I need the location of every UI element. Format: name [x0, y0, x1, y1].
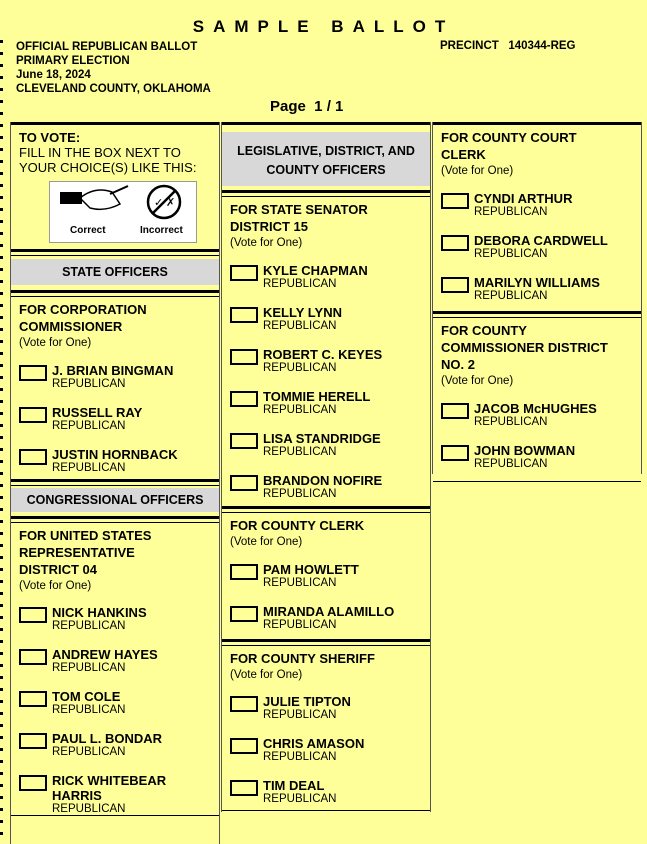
contest-title: FOR UNITED STATES REPRESENTATIVE DISTRICT 04 [19, 528, 152, 577]
marking-example [49, 181, 197, 243]
vote-box[interactable] [230, 564, 258, 580]
candidate-name: RICK WHITEBEAR HARRIS [52, 773, 167, 803]
candidate-party: REPUBLICAN [263, 362, 337, 374]
marking-example-icon [50, 182, 196, 222]
vote-for-label: (Vote for One) [230, 237, 303, 249]
vote-box[interactable] [230, 738, 258, 754]
contest-county-commissioner [433, 318, 641, 475]
candidate-option[interactable] [433, 181, 641, 223]
contest-state-senator [222, 197, 430, 505]
vote-box[interactable] [441, 235, 469, 251]
svg-text:✓: ✓ [154, 196, 164, 209]
candidate-name: J. BRIAN BINGMAN [52, 363, 174, 378]
candidate-name: NICK HANKINS [52, 605, 147, 620]
candidate-name: JOHN BOWMAN [474, 443, 576, 458]
candidate-option[interactable] [11, 637, 219, 679]
header-line: OFFICIAL REPUBLICAN BALLOT [16, 41, 198, 53]
vote-box[interactable] [19, 449, 47, 465]
contest-title: FOR STATE SENATOR DISTRICT 15 [230, 202, 368, 234]
candidate-party: REPUBLICAN [474, 416, 548, 428]
vote-box[interactable] [19, 649, 47, 665]
column-1 [10, 122, 220, 844]
candidate-option[interactable] [222, 421, 430, 463]
voting-instructions [11, 125, 219, 247]
vote-box[interactable] [19, 691, 47, 707]
vote-for-label: (Vote for One) [441, 165, 514, 177]
candidate-party: REPUBLICAN [474, 206, 548, 218]
candidate-party: REPUBLICAN [263, 793, 337, 805]
candidate-party: REPUBLICAN [474, 248, 548, 260]
candidate-name: DEBORA CARDWELL [474, 233, 608, 248]
candidate-party: REPUBLICAN [52, 803, 126, 815]
timing-marks [0, 40, 3, 844]
candidate-option[interactable] [11, 353, 219, 395]
instructions-title: TO VOTE: [19, 130, 81, 145]
vote-box[interactable] [230, 475, 258, 491]
candidate-option[interactable] [11, 595, 219, 637]
candidate-name: JACOB McHUGHES [474, 401, 597, 416]
vote-box[interactable] [230, 433, 258, 449]
vote-box[interactable] [230, 307, 258, 323]
candidate-option[interactable] [11, 721, 219, 763]
vote-box[interactable] [19, 733, 47, 749]
vote-for-label: (Vote for One) [19, 337, 92, 349]
vote-box[interactable] [19, 607, 47, 623]
vote-for-label: (Vote for One) [19, 580, 92, 592]
correct-label: Correct [70, 225, 106, 236]
candidate-option[interactable] [433, 265, 641, 307]
vote-box[interactable] [230, 780, 258, 796]
ballot-title: SAMPLE BALLOT [192, 17, 455, 36]
vote-box[interactable] [441, 403, 469, 419]
ballot-header [16, 40, 211, 96]
candidate-party: REPUBLICAN [263, 446, 337, 458]
contest-corporation-commissioner [11, 297, 219, 479]
candidate-name: ROBERT C. KEYES [263, 347, 383, 362]
contest-us-representative [11, 523, 219, 816]
column-2 [221, 122, 431, 812]
candidate-party: REPUBLICAN [263, 320, 337, 332]
candidate-party: REPUBLICAN [474, 458, 548, 470]
candidate-party: REPUBLICAN [52, 462, 126, 474]
vote-box[interactable] [230, 696, 258, 712]
candidate-name: JUSTIN HORNBACK [52, 447, 178, 462]
candidate-party: REPUBLICAN [263, 577, 337, 589]
candidate-party: REPUBLICAN [263, 619, 337, 631]
candidate-option[interactable] [222, 253, 430, 295]
candidate-name: KYLE CHAPMAN [263, 263, 368, 278]
candidate-name: RUSSELL RAY [52, 405, 143, 420]
vote-box[interactable] [441, 445, 469, 461]
precinct-label: PRECINCT 140344-REG [440, 40, 576, 52]
candidate-name: PAM HOWLETT [263, 562, 359, 577]
candidate-party: REPUBLICAN [52, 662, 126, 674]
candidate-option[interactable] [433, 223, 641, 265]
candidate-option[interactable] [222, 594, 430, 636]
candidate-name: TOMMIE HERELL [263, 389, 371, 404]
candidate-name: BRANDON NOFIRE [263, 473, 383, 488]
incorrect-label: Incorrect [140, 225, 183, 236]
candidate-party: REPUBLICAN [263, 278, 337, 290]
candidate-name: MIRANDA ALAMILLO [263, 604, 395, 619]
contest-title: FOR COUNTY COURT CLERK [441, 130, 577, 162]
vote-for-label: (Vote for One) [230, 669, 303, 681]
candidate-party: REPUBLICAN [263, 488, 337, 500]
vote-box[interactable] [230, 265, 258, 281]
candidate-option[interactable] [11, 763, 219, 815]
candidate-option[interactable] [11, 395, 219, 437]
candidate-name: TOM COLE [52, 689, 121, 704]
vote-box[interactable] [230, 606, 258, 622]
section-congressional-officers: CONGRESSIONAL OFFICERS [11, 488, 219, 512]
candidate-option[interactable] [11, 437, 219, 479]
candidate-party: REPUBLICAN [52, 620, 126, 632]
contest-county-clerk [222, 513, 430, 636]
candidate-option[interactable] [222, 726, 430, 768]
contest-title: FOR COUNTY SHERIFF [230, 651, 375, 666]
section-legislative: LEGISLATIVE, DISTRICT, AND COUNTY OFFICERS [222, 132, 430, 186]
candidate-option[interactable] [222, 337, 430, 379]
instructions-text: FILL IN THE BOX NEXT TO YOUR CHOICE(S) LIKE THIS: [19, 145, 197, 175]
vote-for-label: (Vote for One) [441, 375, 514, 387]
section-state-officers: STATE OFFICERS [11, 259, 219, 285]
candidate-name: TIM DEAL [263, 778, 325, 793]
vote-box[interactable] [19, 407, 47, 423]
contest-title: FOR COUNTY COMMISSIONER DISTRICT NO. 2 [441, 323, 608, 372]
vote-box[interactable] [230, 391, 258, 407]
candidate-name: LISA STANDRIDGE [263, 431, 381, 446]
header-line: CLEVELAND COUNTY, OKLAHOMA [16, 83, 211, 95]
candidate-party: REPUBLICAN [52, 420, 126, 432]
candidate-name: JULIE TIPTON [263, 694, 351, 709]
candidate-party: REPUBLICAN [52, 378, 126, 390]
candidate-option[interactable] [222, 463, 430, 505]
candidate-option[interactable] [433, 433, 641, 475]
candidate-name: CHRIS AMASON [263, 736, 365, 751]
candidate-party: REPUBLICAN [52, 746, 126, 758]
vote-box[interactable] [230, 349, 258, 365]
vote-for-label: (Vote for One) [230, 536, 303, 548]
candidate-name: MARILYN WILLIAMS [474, 275, 600, 290]
candidate-option[interactable] [222, 379, 430, 421]
candidate-party: REPUBLICAN [263, 751, 337, 763]
contest-title: FOR COUNTY CLERK [230, 518, 365, 533]
vote-box[interactable] [19, 365, 47, 381]
contest-title: FOR CORPORATION COMMISSIONER [19, 302, 147, 334]
candidate-option[interactable] [222, 768, 430, 810]
contest-county-court-clerk [433, 125, 641, 307]
candidate-option[interactable] [11, 679, 219, 721]
candidate-party: REPUBLICAN [263, 709, 337, 721]
candidate-party: REPUBLICAN [263, 404, 337, 416]
column-3 [432, 122, 642, 474]
candidate-party: REPUBLICAN [474, 290, 548, 302]
candidate-name: ANDREW HAYES [52, 647, 158, 662]
header-line: June 18, 2024 [16, 69, 91, 81]
candidate-name: KELLY LYNN [263, 305, 342, 320]
candidate-name: PAUL L. BONDAR [52, 731, 163, 746]
page-number: Page 1 / 1 [270, 98, 344, 115]
candidate-option[interactable] [433, 391, 641, 433]
candidate-option[interactable] [222, 295, 430, 337]
vote-box[interactable] [441, 277, 469, 293]
contest-county-sheriff [222, 646, 430, 810]
candidate-party: REPUBLICAN [52, 704, 126, 716]
vote-box[interactable] [441, 193, 469, 209]
candidate-option[interactable] [222, 552, 430, 594]
candidate-name: CYNDI ARTHUR [474, 191, 573, 206]
header-line: PRIMARY ELECTION [16, 55, 130, 67]
vote-box[interactable] [19, 775, 47, 791]
svg-text:✗: ✗ [166, 196, 176, 209]
candidate-option[interactable] [222, 684, 430, 726]
